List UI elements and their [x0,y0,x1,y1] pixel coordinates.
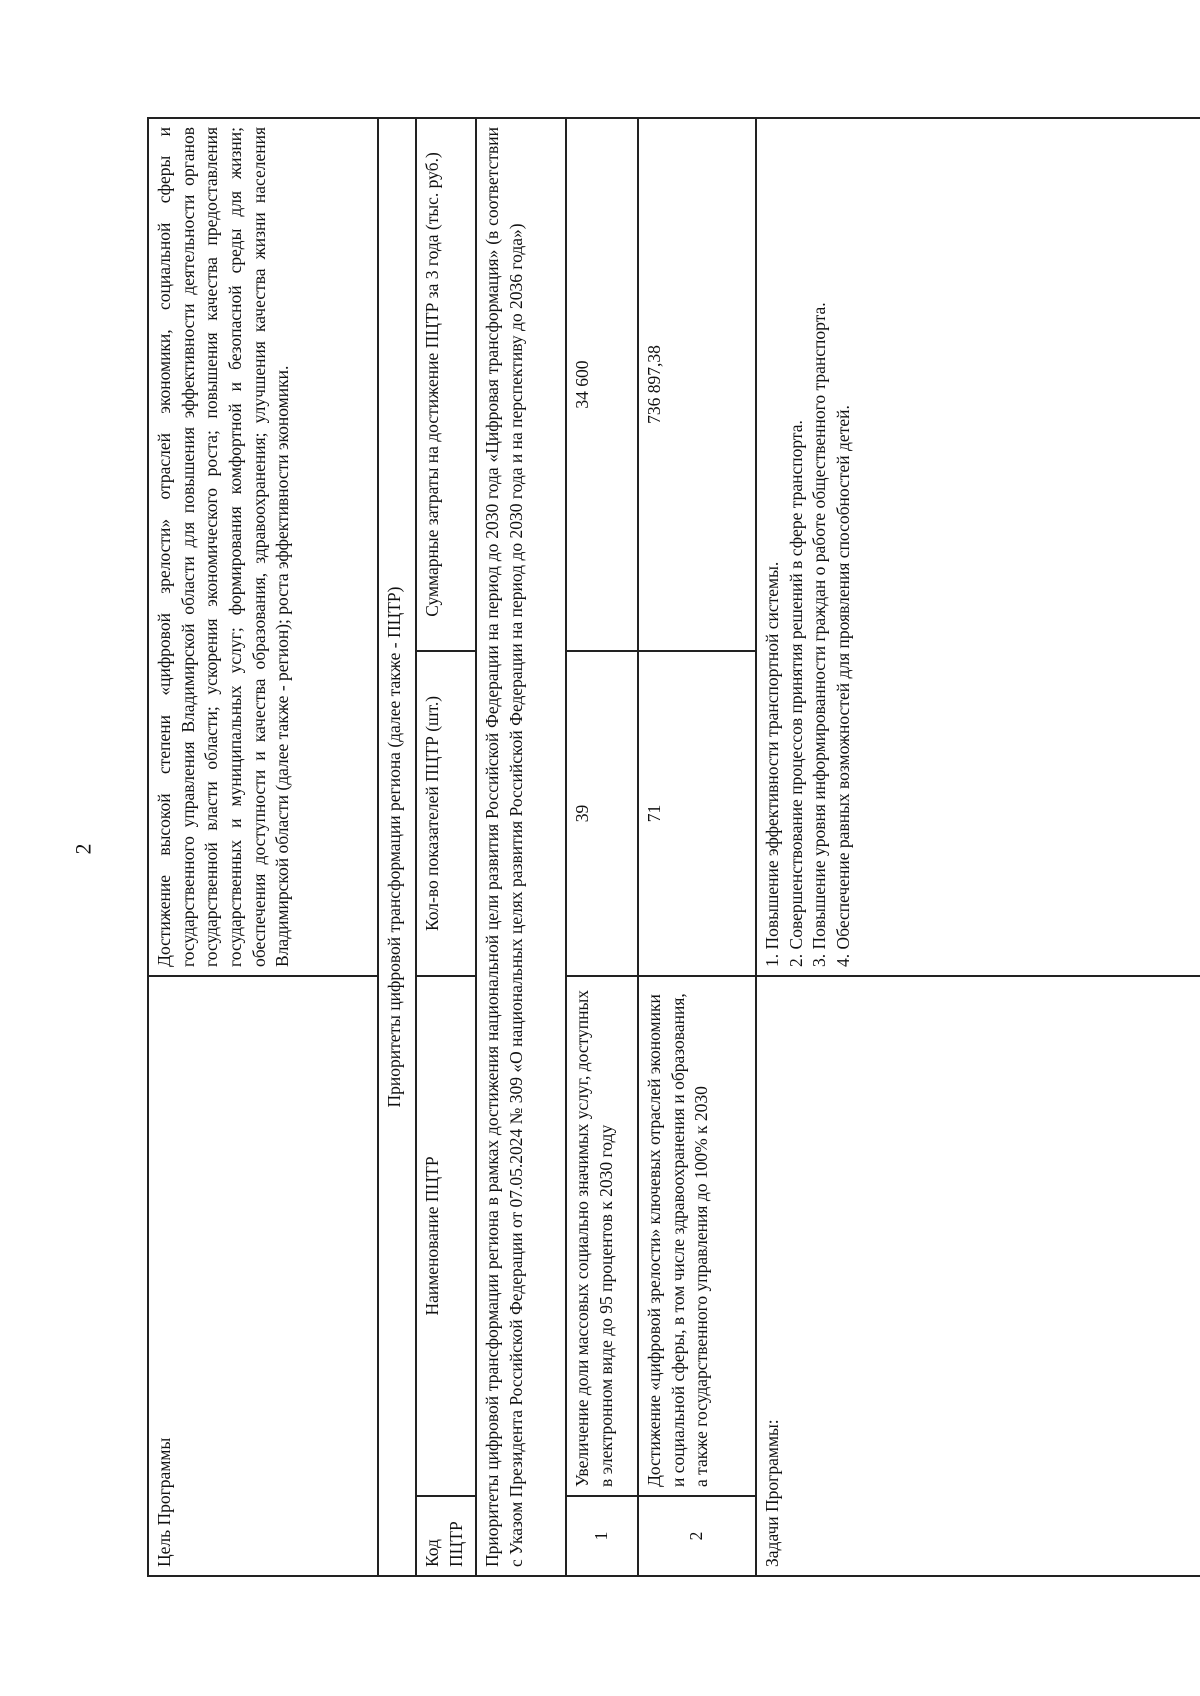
row-count: 39 [566,651,638,976]
priorities-title: Приоритеты цифровой трансформации региона (далее также - ПЦТР) [378,118,416,1576]
goal-label: Цель Программы [148,976,378,1576]
priorities-intro-row [476,118,566,1576]
priorities-header-row [416,118,476,1576]
row-cost: 736 897,38 [638,118,756,651]
row-count: 71 [638,651,756,976]
tasks-label: Задачи Программы: [756,976,1200,1576]
header-name: Наименование ПЦТР [416,976,476,1496]
header-count: Кол-во показателей ПЦТР (шт.) [416,651,476,976]
page-number: 2 [70,843,96,855]
header-code: Код ПЦТР [416,1496,476,1576]
table-row [566,118,638,1576]
table-row [638,118,756,1576]
row-name: Увеличение доли массовых социально значимых услуг, доступных в электронном виде до 95 процентов к 2030 году [566,976,638,1496]
list-item: 2. Совершенствование процессов принятия решений в сфере транспорта. [785,420,806,967]
tasks-list [761,127,856,967]
priorities-intro: Приоритеты цифровой трансформации региона в рамках достижения национальной цели развития Российской Федерации на период до 2030 года «Цифровая трансформация» (в соответствии с Указом Президента Российской Федерации от 07.05.2024 № 309 «О национальных целях развития Российской Федерации на период до 2030 года и на перспективу до 2036 года») [476,118,566,1576]
list-item: 3. Повышение уровня информированности граждан о работе общественного транспорта. [809,302,830,967]
row-cost: 34 600 [566,118,638,651]
row-code: 2 [638,1496,756,1576]
tasks-cell [756,118,1200,976]
row-name: Достижение «цифровой зрелости» ключевых отраслей экономики и социальной сферы, в том числе здравоохранения и образования, а также государственного управления до 100% к 2030 [638,976,756,1496]
header-cost: Суммарные затраты на достижение ПЦТР за 3 года (тыс. руб.) [416,118,476,651]
rotated-content [147,117,1200,1577]
list-item: 4. Обеспечение равных возможностей для проявления способностей детей. [832,405,853,967]
priorities-title-row [378,118,416,1576]
goal-text: Достижение высокой степени «цифровой зрелости» отраслей экономики, социальной сферы и государственного управления Владимирской области для повышения эффективности деятельности органов государственной власти области; ускорения экономического роста; повышения качества предоставления государственных и муниципальных услуг; формирования комфортной и безопасной среды для жизни; обеспечения доступности и качества образования, здравоохранения; улучшения качества жизни населения Владимирской области (далее также - регион); роста эффективности экономики. [148,118,378,976]
tasks-row [756,118,1200,1576]
goal-row [148,118,378,1576]
row-code: 1 [566,1496,638,1576]
program-passport-table [147,117,1200,1577]
list-item: 1. Повышение эффективности транспортной системы. [762,561,782,967]
